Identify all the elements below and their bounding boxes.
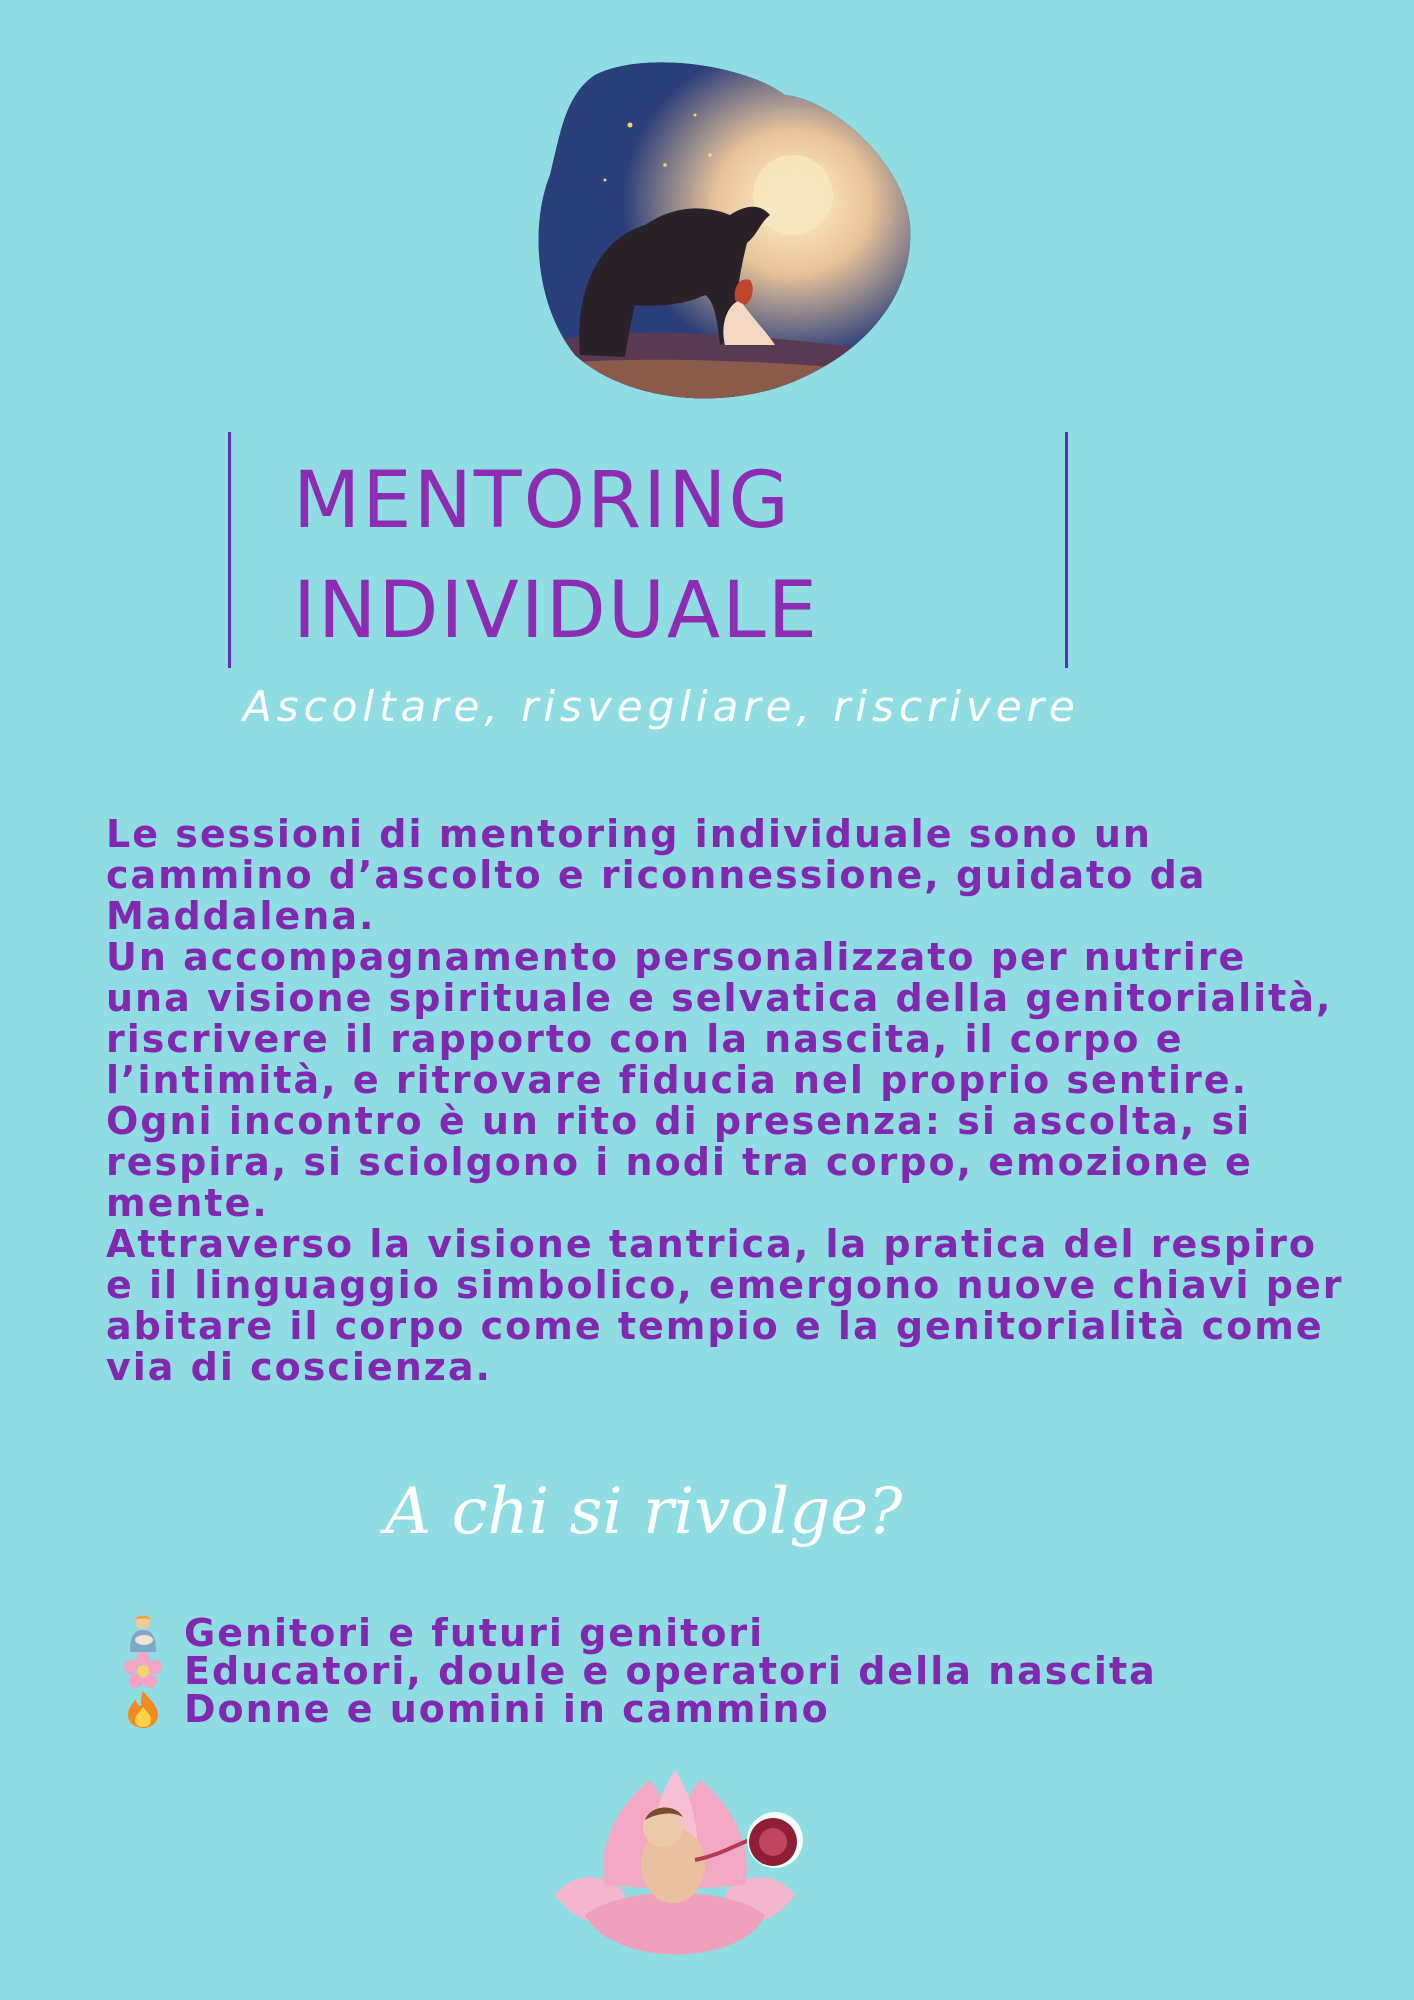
audience-list	[122, 1611, 1157, 1731]
audience-heading: A chi si rivolge?	[385, 1475, 903, 1549]
frame-line-left	[228, 432, 231, 668]
page-title	[293, 446, 819, 666]
breastfeeding-icon	[122, 1614, 164, 1652]
frame-line-right	[1065, 432, 1068, 668]
audience-label: Educatori, doule e operatori della nascita	[184, 1649, 1157, 1693]
intro-paragraph: Le sessioni di mentoring individuale sono un cammino d’ascolto e riconnessione, guidato da Maddalena.	[106, 812, 1207, 938]
intro-paragraph: Un accompagnamento personalizzato per nutrire una visione spirituale e selvatica della genitorialità, riscrivere il rapporto con la nascita, il corpo e l’intimità, e ritrovare fiducia nel proprio sentire.	[106, 935, 1333, 1102]
audience-label: Genitori e futuri genitori	[184, 1611, 765, 1655]
fire-icon	[122, 1690, 164, 1728]
title-frame	[228, 432, 1068, 668]
bear-and-woman-under-moon-illustration	[535, 55, 915, 405]
title-line-2: INDIVIDUALE	[293, 566, 820, 656]
page-subtitle: Ascoltare, risvegliare, riscrivere	[243, 682, 1080, 731]
intro-text	[106, 814, 1346, 1388]
baby-in-lotus-with-placenta-illustration	[545, 1765, 835, 1975]
flower-icon	[122, 1652, 164, 1690]
list-item	[122, 1649, 1157, 1693]
intro-paragraph: Ogni incontro è un rito di presenza: si ascolta, si respira, si sciolgono i nodi tra corpo, emozione e mente.	[106, 1099, 1253, 1225]
title-line-1: MENTORING	[293, 456, 791, 546]
list-item	[122, 1687, 1157, 1731]
intro-paragraph: Attraverso la visione tantrica, la pratica del respiro e il linguaggio simbolico, emergono nuove chiavi per abitare il corpo come tempio e la genitorialità come via di coscienza.	[106, 1222, 1344, 1389]
audience-label: Donne e uomini in cammino	[184, 1687, 830, 1731]
list-item	[122, 1611, 1157, 1655]
